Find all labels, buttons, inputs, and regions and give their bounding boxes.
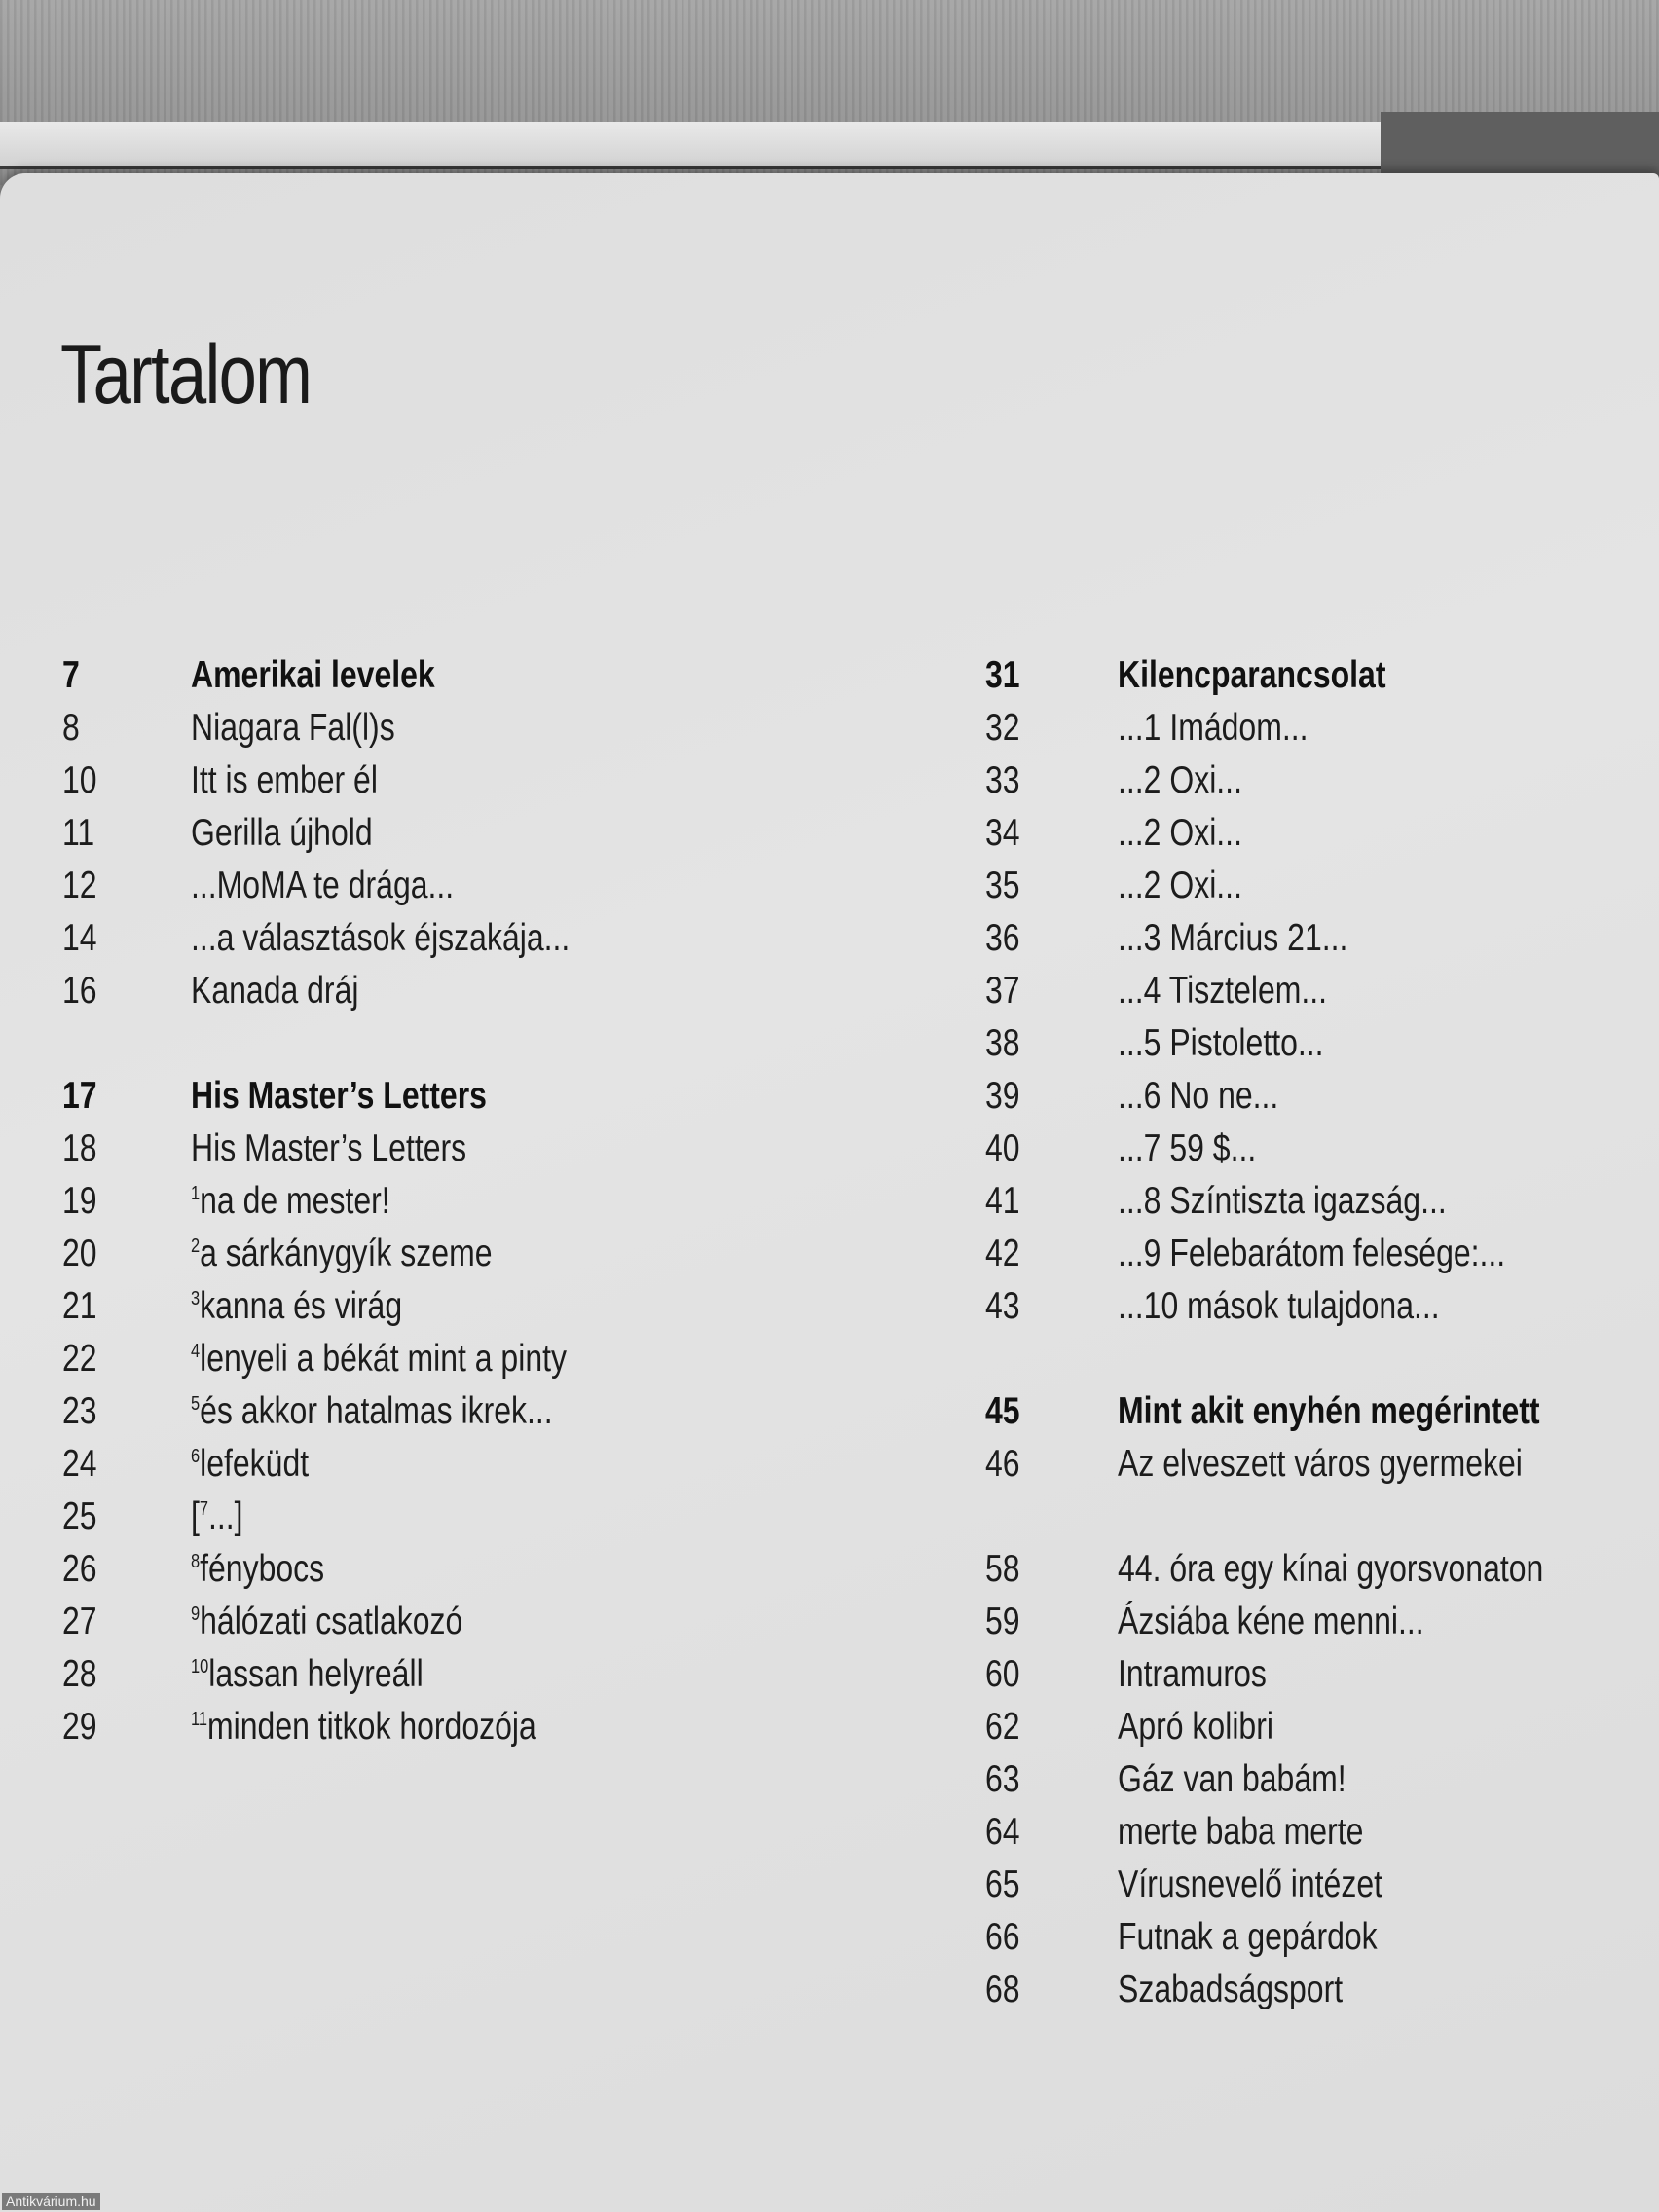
book-cover-edge (0, 122, 1382, 169)
toc-entry-text: ...5 Pistoletto... (1118, 1022, 1324, 1064)
toc-entry-title (191, 1491, 243, 1543)
toc-entry-text: Szabadságsport (1118, 1969, 1344, 2010)
toc-entry-title (1118, 1280, 1440, 1333)
toc-entry-text: ...8 Színtiszta igazság... (1118, 1180, 1447, 1222)
toc-entry-title (1118, 702, 1309, 755)
toc-entry-text: a sárkánygyík szeme (200, 1233, 493, 1274)
toc-entry-title (191, 1228, 492, 1280)
toc-page-number: 18 (62, 1127, 97, 1169)
toc-entry-title (191, 649, 435, 702)
toc-entry-title (1118, 1701, 1273, 1753)
toc-entry-text: lassan helyreáll (208, 1653, 424, 1695)
toc-entry-title (191, 1175, 390, 1228)
toc-entry-text: ...2 Oxi... (1118, 865, 1242, 906)
toc-entry-title (1118, 1648, 1267, 1701)
toc-entry-title (1118, 1911, 1378, 1964)
footnote-number: 3 (191, 1288, 201, 1309)
toc-entry-text: Itt is ember él (191, 759, 378, 801)
toc-page-number: 17 (62, 1075, 97, 1117)
toc-page-number: 24 (62, 1443, 97, 1485)
toc-entry-title (1118, 1543, 1543, 1596)
toc-page-number: 46 (985, 1443, 1020, 1485)
toc-entry-title (1118, 860, 1242, 912)
toc-entry-text: lenyeli a békát mint a pinty (200, 1338, 567, 1380)
toc-page-number: 27 (62, 1601, 97, 1642)
toc-page-number: 31 (985, 654, 1020, 696)
toc-page-number: 19 (62, 1180, 97, 1222)
toc-entry-text: Intramuros (1118, 1653, 1267, 1695)
toc-entry-title (1118, 1859, 1382, 1911)
toc-entry-title (1118, 1964, 1343, 2016)
toc-entry-text: ...6 No ne... (1118, 1075, 1279, 1117)
toc-page-number: 62 (985, 1706, 1020, 1748)
toc-page-number: 26 (62, 1548, 97, 1590)
toc-entry-text: Niagara Fal(l)s (191, 707, 395, 749)
toc-entry-title (191, 1648, 424, 1701)
toc-entry-text: és akkor hatalmas ikrek... (200, 1390, 553, 1432)
toc-page-number: 64 (985, 1811, 1020, 1853)
toc-entry-text: fénybocs (200, 1548, 325, 1590)
toc-page-number: 45 (985, 1390, 1020, 1432)
toc-entry-text: ...4 Tisztelem... (1118, 970, 1328, 1012)
toc-entry-text: Mint akit enyhén megérintett (1118, 1390, 1540, 1432)
toc-page-number: 41 (985, 1180, 1020, 1222)
toc-entry-text: ...10 mások tulajdona... (1118, 1285, 1440, 1327)
toc-page-number: 8 (62, 707, 80, 749)
toc-entry-title (1118, 1228, 1505, 1280)
toc-page-number: 28 (62, 1653, 97, 1695)
toc-page-number: 66 (985, 1916, 1020, 1958)
toc-page-number: 22 (62, 1338, 97, 1380)
watermark: Antikvárium.hu (2, 2193, 100, 2210)
toc-entry-title (191, 1333, 567, 1385)
toc-page-number: 25 (62, 1495, 97, 1537)
toc-page-number: 23 (62, 1390, 97, 1432)
toc-entry-text: Gáz van babám! (1118, 1758, 1346, 1800)
footnote-number: 8 (191, 1551, 201, 1572)
toc-entry-text: ...a választások éjszakája... (191, 917, 571, 959)
toc-entry-text: His Master’s Letters (191, 1127, 467, 1169)
toc-page-number: 65 (985, 1863, 1020, 1905)
toc-page-number: 12 (62, 865, 97, 906)
toc-entry-text: Apró kolibri (1118, 1706, 1273, 1748)
toc-entry-text: ...MoMA te drága... (191, 865, 455, 906)
toc-entry-prefix: [ (191, 1495, 200, 1537)
toc-page-number: 21 (62, 1285, 97, 1327)
toc-page-number: 29 (62, 1706, 97, 1748)
toc-page-number: 40 (985, 1127, 1020, 1169)
footnote-number: 11 (191, 1709, 208, 1730)
toc-entry-title (191, 1280, 402, 1333)
toc-page-number: 37 (985, 970, 1020, 1012)
toc-entry-title (191, 702, 395, 755)
footnote-number: 2 (191, 1235, 201, 1257)
toc-entry-text: ...1 Imádom... (1118, 707, 1309, 749)
toc-entry-text: minden titkok hordozója (207, 1706, 536, 1748)
toc-entry-text: Az elveszett város gyermekei (1118, 1443, 1523, 1485)
toc-entry-text: ...] (208, 1495, 243, 1537)
toc-entry-title (191, 1701, 536, 1753)
toc-entry-title (1118, 807, 1242, 860)
toc-entry-text: 44. óra egy kínai gyorsvonaton (1118, 1548, 1544, 1590)
toc-page-number: 68 (985, 1969, 1020, 2010)
toc-entry-text: ...9 Felebarátom felesége:... (1118, 1233, 1506, 1274)
toc-entry-text: kanna és virág (200, 1285, 403, 1327)
toc-entry-title (1118, 649, 1385, 702)
toc-page-number: 20 (62, 1233, 97, 1274)
toc-page-number: 7 (62, 654, 80, 696)
toc-entry-title (191, 1596, 462, 1648)
toc-entry-title (1118, 1596, 1424, 1648)
toc-entry-text: Kilencparancsolat (1118, 654, 1386, 696)
toc-entry-title (1118, 1123, 1256, 1175)
toc-entry-title (1118, 1806, 1363, 1859)
toc-entry-text: Gerilla újhold (191, 812, 373, 854)
toc-page-number: 63 (985, 1758, 1020, 1800)
toc-entry-title (191, 755, 378, 807)
footnote-number: 5 (191, 1393, 201, 1415)
toc-entry-title (1118, 1438, 1523, 1491)
footnote-number: 4 (191, 1341, 201, 1362)
toc-entry-title (1118, 912, 1347, 965)
toc-entry-title (1118, 965, 1327, 1017)
toc-entry-title (191, 1070, 487, 1123)
footnote-number: 6 (191, 1446, 201, 1467)
toc-page-number: 39 (985, 1075, 1020, 1117)
toc-entry-title (191, 860, 454, 912)
toc-entry-text: Ázsiába kéne menni... (1118, 1601, 1424, 1642)
toc-entry-text: His Master’s Letters (191, 1075, 487, 1117)
toc-entry-title (1118, 1070, 1278, 1123)
footnote-number: 9 (191, 1604, 201, 1625)
toc-page-number: 43 (985, 1285, 1020, 1327)
toc-entry-text: ...3 Március 21... (1118, 917, 1348, 959)
toc-page-number: 58 (985, 1548, 1020, 1590)
toc-entry-text: Vírusnevelő intézet (1118, 1863, 1382, 1905)
toc-entry-title (1118, 755, 1242, 807)
toc-entry-title (1118, 1017, 1324, 1070)
toc-page-number: 35 (985, 865, 1020, 906)
toc-page-number: 34 (985, 812, 1020, 854)
footnote-number: 10 (191, 1656, 209, 1677)
toc-entry-title (1118, 1175, 1447, 1228)
toc-entry-title (191, 965, 358, 1017)
toc-entry-title (191, 807, 373, 860)
toc-page-number: 42 (985, 1233, 1020, 1274)
toc-entry-title (191, 1438, 309, 1491)
toc-page-number: 32 (985, 707, 1020, 749)
toc-entry-text: ...7 59 $... (1118, 1127, 1257, 1169)
toc-entry-text: Amerikai levelek (191, 654, 435, 696)
toc-page-number: 11 (62, 812, 95, 854)
toc-page-number: 36 (985, 917, 1020, 959)
toc-entry-title (191, 1123, 466, 1175)
footnote-number: 7 (199, 1498, 209, 1520)
toc-page-number: 33 (985, 759, 1020, 801)
toc-entry-text: lefeküdt (200, 1443, 310, 1485)
toc-entry-text: na de mester! (200, 1180, 390, 1222)
toc-page-number: 16 (62, 970, 97, 1012)
toc-entry-text: Futnak a gepárdok (1118, 1916, 1378, 1958)
toc-entry-title (191, 1543, 324, 1596)
toc-entry-title (1118, 1385, 1540, 1438)
toc-page-number: 38 (985, 1022, 1020, 1064)
toc-page-number: 59 (985, 1601, 1020, 1642)
toc-page-number: 60 (985, 1653, 1020, 1695)
toc-page-number: 14 (62, 917, 97, 959)
toc-entry-text: ...2 Oxi... (1118, 759, 1242, 801)
toc-entry-text: merte baba merte (1118, 1811, 1364, 1853)
toc-entry-text: Kanada dráj (191, 970, 359, 1012)
toc-entry-text: hálózati csatlakozó (200, 1601, 463, 1642)
toc-entry-text: ...2 Oxi... (1118, 812, 1242, 854)
toc-entry-title (191, 1385, 553, 1438)
toc-entry-title (1118, 1753, 1346, 1806)
page-title: Tartalom (60, 328, 312, 422)
footnote-number: 1 (191, 1183, 201, 1204)
toc-entry-title (191, 912, 570, 965)
toc-page-number: 10 (62, 759, 97, 801)
